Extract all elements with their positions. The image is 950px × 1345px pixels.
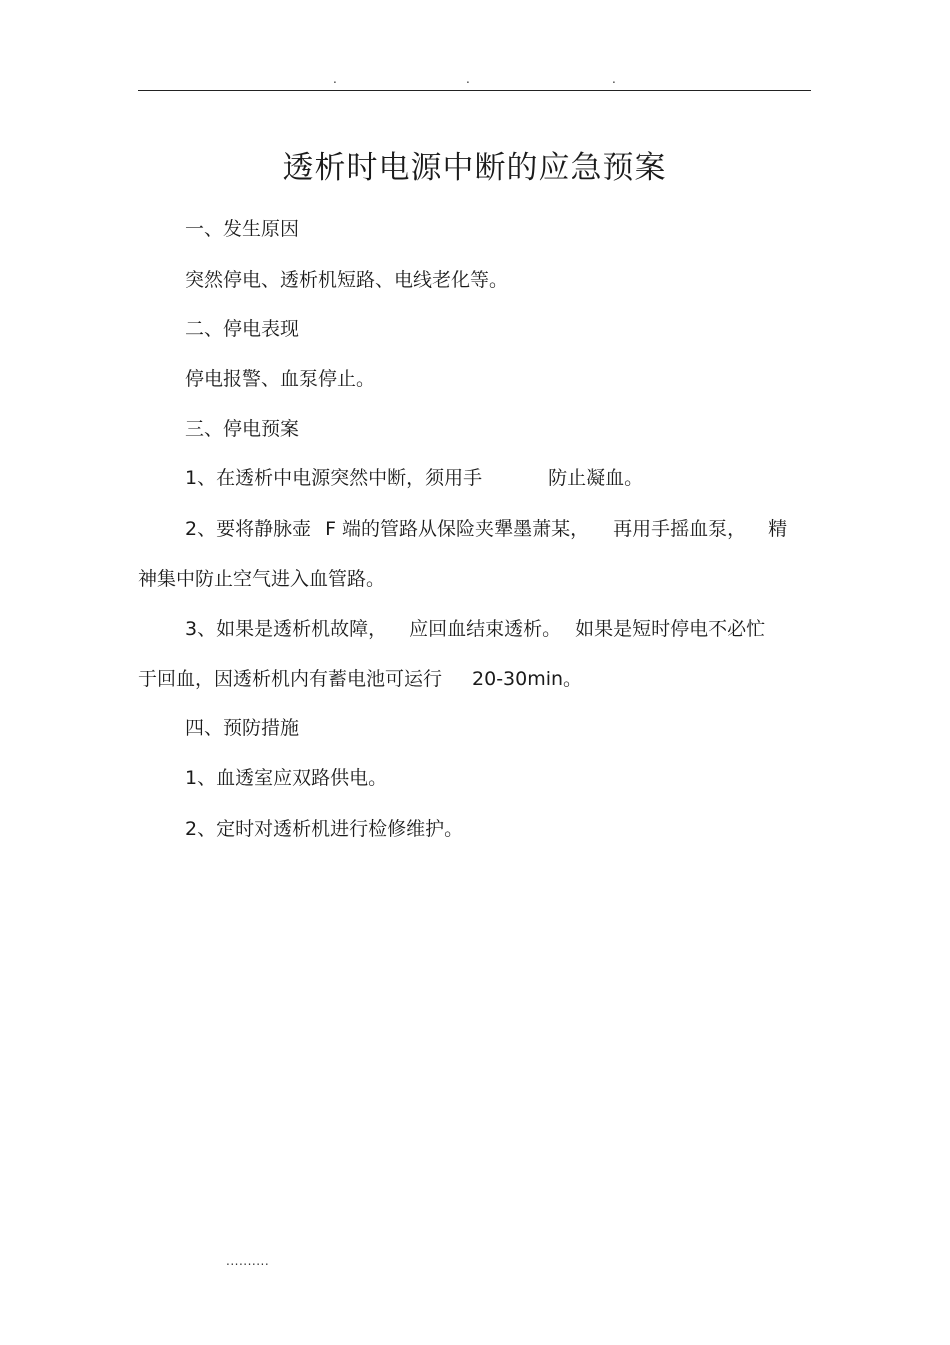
plan-item-1-text-a: 1、在透析中电源突然中断，须用手 bbox=[185, 467, 483, 489]
plan-item-3-text-b: 应回血结束透析。 bbox=[409, 618, 562, 640]
plan-item-3-cont-text-b: 20-30min。 bbox=[472, 668, 583, 690]
plan-item-1 bbox=[185, 465, 643, 491]
plan-item-1-text-b: 防止凝血。 bbox=[548, 467, 644, 489]
plan-item-2-text-c: 再用手摇血泵， bbox=[613, 518, 747, 540]
plan-item-3-cont-text-a: 于回血，因透析机内有蓄电池可运行 bbox=[138, 668, 443, 690]
plan-item-3-text-a: 3、如果是透析机故障， bbox=[185, 618, 388, 640]
header-dot: . bbox=[612, 72, 616, 86]
plan-item-2 bbox=[185, 516, 787, 542]
plan-item-3-text-c: 如果是短时停电不必忙 bbox=[575, 618, 766, 640]
header-dot: . bbox=[333, 72, 337, 86]
plan-item-3-continued bbox=[138, 666, 582, 692]
plan-item-2-text-a: 2、要将静脉壶 bbox=[185, 518, 312, 540]
plan-item-2-text-d: 精 bbox=[768, 518, 788, 540]
section-heading-plan: 三、停电预案 bbox=[185, 418, 300, 440]
header-rule bbox=[138, 90, 811, 91]
plan-item-3 bbox=[185, 616, 765, 642]
page-title: 透析时电源中断的应急预案 bbox=[282, 150, 667, 186]
prevention-item-2: 2、定时对透析机进行检修维护。 bbox=[185, 818, 464, 840]
section-body-causes: 突然停电、透析机短路、电线老化等。 bbox=[185, 269, 509, 291]
prevention-item-1: 1、血透室应双路供电。 bbox=[185, 767, 388, 789]
section-heading-causes: 一、发生原因 bbox=[185, 218, 300, 240]
section-heading-prevention: 四、预防措施 bbox=[185, 717, 300, 739]
section-body-symptoms: 停电报警、血泵停止。 bbox=[185, 368, 376, 390]
footer-dots: .......... bbox=[226, 1254, 270, 1268]
section-heading-symptoms: 二、停电表现 bbox=[185, 318, 300, 340]
plan-item-2-text-b: F 端的管路从保险夹犟墨萧某， bbox=[325, 518, 590, 540]
header-dots bbox=[0, 72, 950, 86]
header-dot: . bbox=[466, 72, 470, 86]
plan-item-2-continued: 神集中防止空气进入血管路。 bbox=[138, 568, 386, 590]
